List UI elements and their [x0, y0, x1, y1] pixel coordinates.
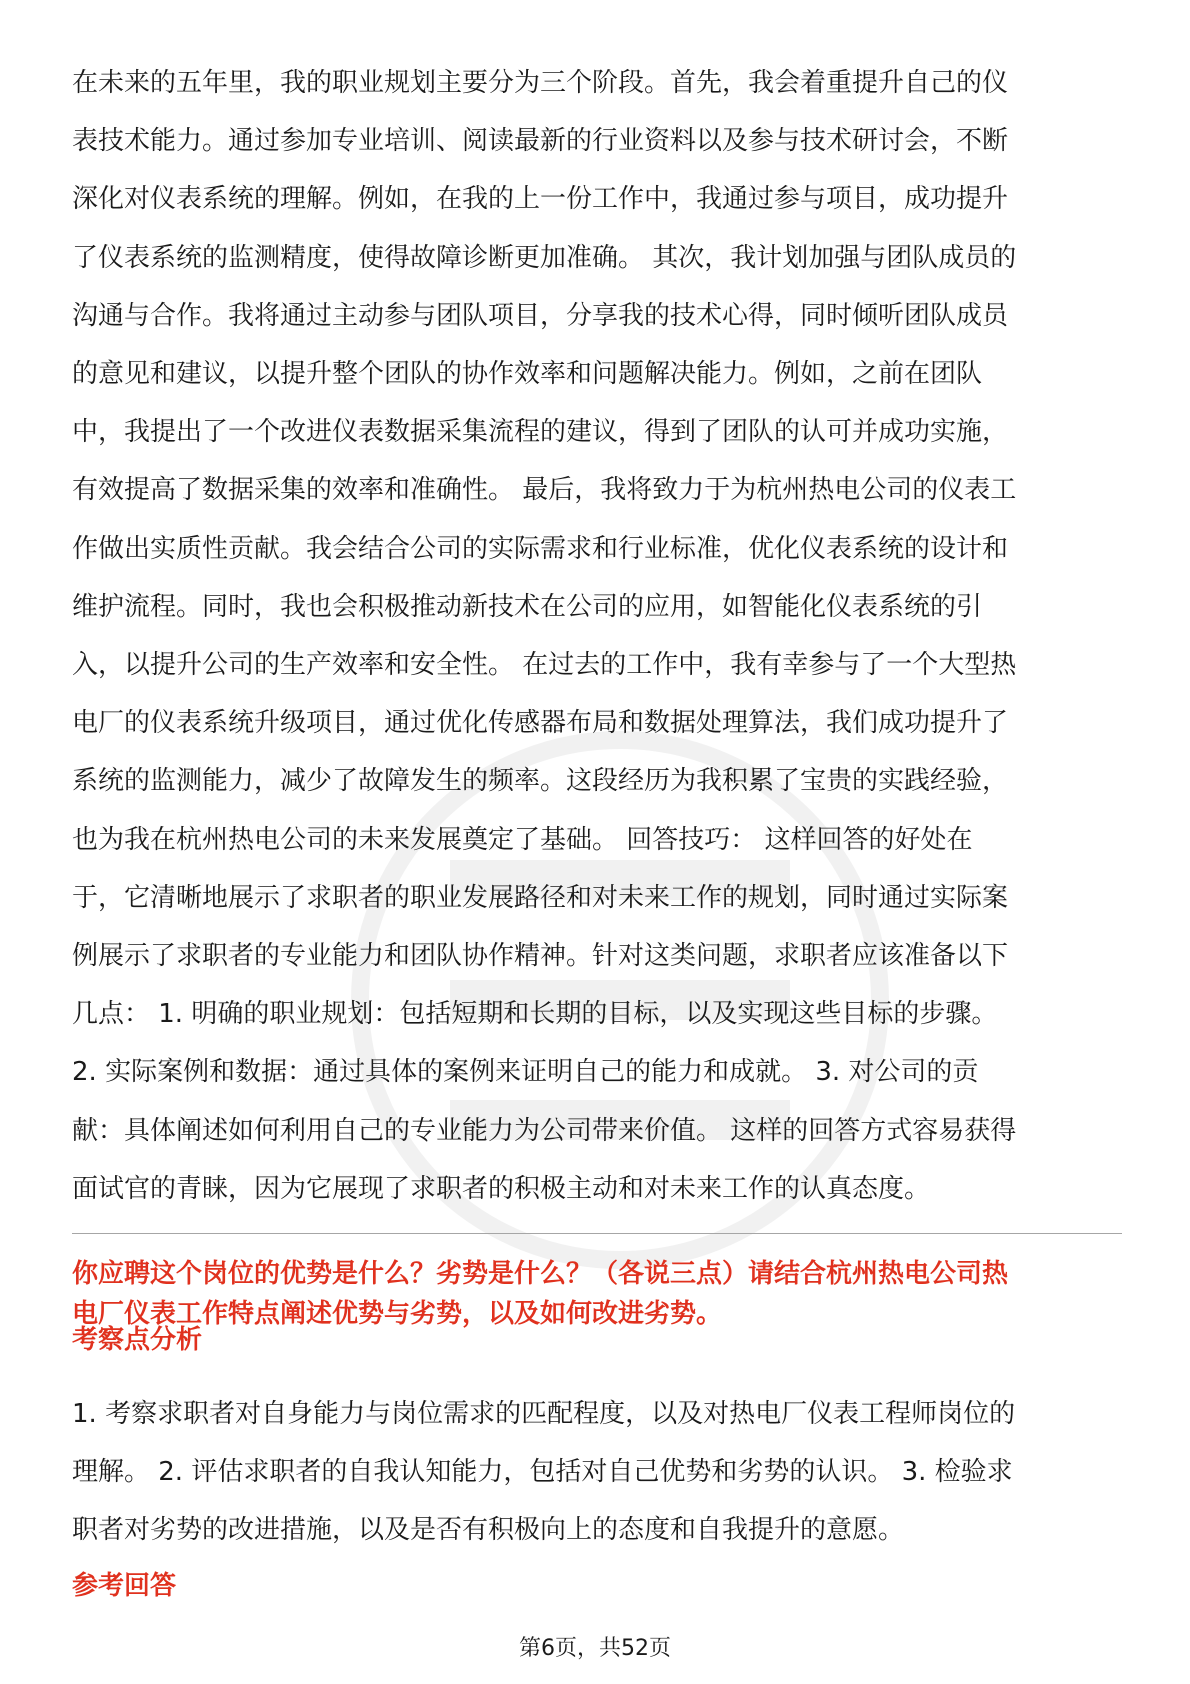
body-line: 于，它清晰地展示了求职者的职业发展路径和对未来工作的规划，同时通过实际案 [72, 882, 1009, 913]
body-line: 沟通与合作。我将通过主动参与团队项目，分享我的技术心得，同时倾听团队成员 [72, 300, 1009, 331]
analysis-heading: 考察点分析 [72, 1325, 203, 1355]
body-line: 维护流程。同时，我也会积极推动新技术在公司的应用，如智能化仪表系统的引 [72, 591, 983, 622]
analysis-line: 1. 考察求职者对自身能力与岗位需求的匹配程度，以及对热电厂仪表工程师岗位的 [72, 1399, 1016, 1429]
answer-lines [72, 54, 1120, 1218]
body-line: 作做出实质性贡献。我会结合公司的实际需求和行业标准，优化仪表系统的设计和 [72, 533, 1009, 564]
body-line: 中，我提出了一个改进仪表数据采集流程的建议，得到了团队的认可并成功实施， [72, 417, 1009, 448]
body-line: 几点： 1. 明确的职业规划：包括短期和长期的目标，以及实现这些目标的步骤。 [72, 999, 998, 1030]
question-line: 你应聘这个岗位的优势是什么？劣势是什么？（各说三点）请结合杭州热电公司热 [72, 1259, 1009, 1289]
body-line: 例展示了求职者的专业能力和团队协作精神。针对这类问题，求职者应该准备以下 [72, 941, 1009, 972]
body-line: 2. 实际案例和数据：通过具体的案例来证明自己的能力和成就。 3. 对公司的贡 [72, 1057, 979, 1088]
body-line: 有效提高了数据采集的效率和准确性。 最后，我将致力于为杭州热电公司的仪表工 [72, 475, 1017, 506]
page-number: 第6页，共52页 [519, 1636, 671, 1661]
body-line: 表技术能力。通过参加专业培训、阅读最新的行业资料以及参与技术研讨会，不断 [72, 126, 1009, 157]
interview-question [72, 1254, 1122, 1334]
body-line: 电厂的仪表系统升级项目，通过优化传感器布局和数据处理算法，我们成功提升了 [72, 708, 1009, 739]
reference-answer-heading: 参考回答 [72, 1571, 177, 1601]
body-line: 系统的监测能力，减少了故障发生的频率。这段经历为我积累了宝贵的实践经验， [72, 766, 1009, 797]
analysis-line: 理解。 2. 评估求职者的自我认知能力，包括对自己优势和劣势的认识。 3. 检验求 [72, 1457, 1013, 1487]
body-line: 深化对仪表系统的理解。例如，在我的上一份工作中，我通过参与项目，成功提升 [72, 184, 1009, 215]
body-line: 献：具体阐述如何利用自己的专业能力为公司带来价值。 这样的回答方式容易获得 [72, 1115, 1017, 1146]
section-divider [72, 1233, 1122, 1234]
body-line: 也为我在杭州热电公司的未来发展奠定了基础。 回答技巧： 这样回答的好处在 [72, 824, 973, 855]
body-line: 面试官的青睐，因为它展现了求职者的积极主动和对未来工作的认真态度。 [72, 1173, 931, 1204]
answer-body [72, 54, 1120, 1218]
analysis-line: 职者对劣势的改进措施，以及是否有积极向上的态度和自我提升的意愿。 [72, 1515, 905, 1545]
question-line: 电厂仪表工作特点阐述优势与劣势，以及如何改进劣势。 [72, 1299, 723, 1329]
body-line: 了仪表系统的监测精度，使得故障诊断更加准确。 其次，我计划加强与团队成员的 [72, 242, 1017, 273]
body-line: 入，以提升公司的生产效率和安全性。 在过去的工作中，我有幸参与了一个大型热 [72, 650, 1017, 681]
analysis-body [72, 1385, 1122, 1559]
body-line: 的意见和建议，以提升整个团队的协作效率和问题解决能力。例如，之前在团队 [72, 359, 983, 390]
body-line: 在未来的五年里，我的职业规划主要分为三个阶段。首先，我会着重提升自己的仪 [72, 68, 1009, 98]
